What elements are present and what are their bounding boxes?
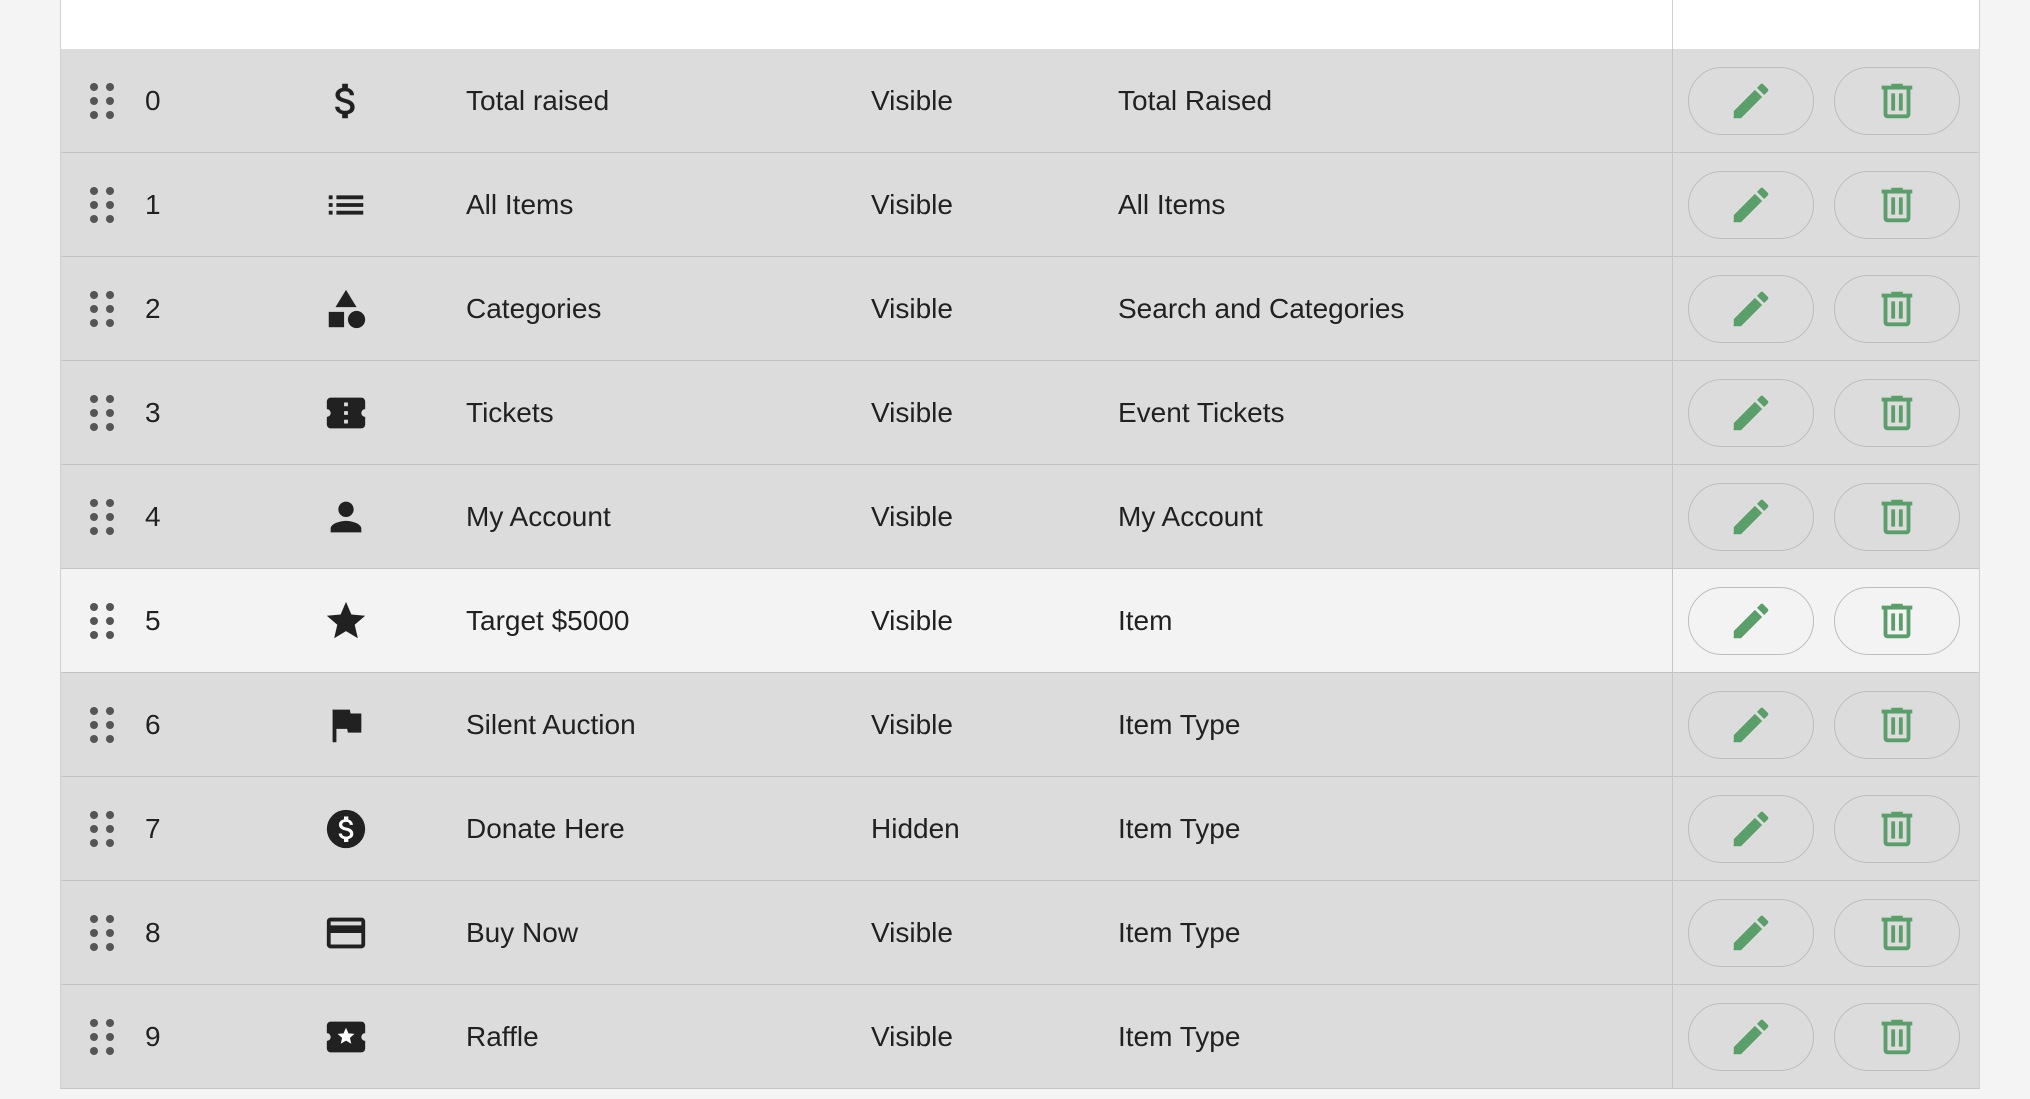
row-label: My Account — [466, 500, 611, 532]
star-ticket-icon — [323, 1014, 369, 1060]
shapes-icon — [323, 286, 369, 332]
pencil-icon — [1728, 390, 1774, 436]
pencil-icon — [1728, 286, 1774, 332]
edit-button[interactable] — [1688, 691, 1814, 759]
pencil-icon — [1728, 494, 1774, 540]
row-visibility: Visible — [871, 500, 953, 532]
table-row-7[interactable] — [61, 777, 1979, 881]
delete-button[interactable] — [1834, 795, 1960, 863]
row-label: Buy Now — [466, 916, 579, 948]
drag-handle-icon[interactable] — [89, 602, 115, 640]
drag-handle-icon[interactable] — [89, 290, 115, 328]
drag-handle-icon[interactable] — [89, 498, 115, 536]
person-icon — [323, 494, 369, 540]
delete-button[interactable] — [1834, 67, 1960, 135]
row-visibility: Visible — [871, 396, 953, 428]
pencil-icon — [1728, 78, 1774, 124]
row-visibility: Visible — [871, 188, 953, 220]
trash-icon — [1874, 182, 1920, 228]
row-label: Donate Here — [466, 812, 625, 844]
edit-button[interactable] — [1688, 67, 1814, 135]
header-actions — [1672, 0, 1979, 49]
trash-icon — [1874, 1014, 1920, 1060]
pencil-icon — [1728, 702, 1774, 748]
row-button-type: Search and Categories — [1118, 292, 1405, 324]
table-row-5[interactable] — [61, 569, 1979, 673]
edit-button[interactable] — [1688, 899, 1814, 967]
table-body — [61, 49, 1979, 1089]
table-row-6[interactable] — [61, 673, 1979, 777]
trash-icon — [1874, 286, 1920, 332]
pencil-icon — [1728, 1014, 1774, 1060]
delete-button[interactable] — [1834, 587, 1960, 655]
row-visibility: Hidden — [871, 812, 960, 844]
row-button-type: Item — [1118, 604, 1173, 636]
order-number: 0 — [145, 84, 161, 116]
row-button-type: Item Type — [1118, 916, 1241, 948]
pencil-icon — [1728, 806, 1774, 852]
drag-handle-icon[interactable] — [89, 706, 115, 744]
row-visibility: Visible — [871, 292, 953, 324]
trash-icon — [1874, 806, 1920, 852]
table-row-2[interactable] — [61, 257, 1979, 361]
edit-button[interactable] — [1688, 795, 1814, 863]
trash-icon — [1874, 494, 1920, 540]
delete-button[interactable] — [1834, 1003, 1960, 1071]
row-visibility: Visible — [871, 708, 953, 740]
pencil-icon — [1728, 182, 1774, 228]
row-visibility: Visible — [871, 916, 953, 948]
drag-handle-icon[interactable] — [89, 82, 115, 120]
table-row-9[interactable] — [61, 985, 1979, 1089]
row-visibility: Visible — [871, 1020, 953, 1052]
order-number: 2 — [145, 292, 161, 324]
order-number: 4 — [145, 500, 161, 532]
flag-icon — [323, 702, 369, 748]
edit-button[interactable] — [1688, 587, 1814, 655]
row-label: All Items — [466, 188, 574, 220]
row-button-type: Event Tickets — [1118, 396, 1285, 428]
table-row-0[interactable] — [61, 49, 1979, 153]
order-number: 7 — [145, 812, 161, 844]
order-number: 8 — [145, 916, 161, 948]
list-icon — [323, 182, 369, 228]
buttons-table — [60, 0, 1980, 1089]
edit-button[interactable] — [1688, 1003, 1814, 1071]
drag-handle-icon[interactable] — [89, 186, 115, 224]
delete-button[interactable] — [1834, 171, 1960, 239]
dollar-icon — [323, 78, 369, 124]
row-button-type: All Items — [1118, 188, 1226, 220]
trash-icon — [1874, 598, 1920, 644]
table-row-8[interactable] — [61, 881, 1979, 985]
row-visibility: Visible — [871, 84, 953, 116]
trash-icon — [1874, 910, 1920, 956]
edit-button[interactable] — [1688, 379, 1814, 447]
delete-button[interactable] — [1834, 275, 1960, 343]
row-visibility: Visible — [871, 604, 953, 636]
table-header — [61, 0, 1979, 49]
pencil-icon — [1728, 598, 1774, 644]
delete-button[interactable] — [1834, 483, 1960, 551]
ticket-icon — [323, 390, 369, 436]
delete-button[interactable] — [1834, 691, 1960, 759]
credit-card-icon — [323, 910, 369, 956]
table-row-1[interactable] — [61, 153, 1979, 257]
order-number: 6 — [145, 708, 161, 740]
row-label: Target $5000 — [466, 604, 630, 636]
order-number: 5 — [145, 604, 161, 636]
row-button-type: My Account — [1118, 500, 1263, 532]
edit-button[interactable] — [1688, 483, 1814, 551]
dollar-circle-icon — [323, 806, 369, 852]
trash-icon — [1874, 390, 1920, 436]
drag-handle-icon[interactable] — [89, 914, 115, 952]
drag-handle-icon[interactable] — [89, 810, 115, 848]
edit-button[interactable] — [1688, 171, 1814, 239]
row-label: Tickets — [466, 396, 554, 428]
row-button-type: Total Raised — [1118, 84, 1273, 116]
row-button-type: Item Type — [1118, 812, 1241, 844]
order-number: 1 — [145, 188, 161, 220]
row-button-type: Item Type — [1118, 1020, 1241, 1052]
table-row-3[interactable] — [61, 361, 1979, 465]
order-number: 9 — [145, 1020, 161, 1052]
delete-button[interactable] — [1834, 379, 1960, 447]
trash-icon — [1874, 78, 1920, 124]
star-icon — [323, 598, 369, 644]
table-row-4[interactable] — [61, 465, 1979, 569]
drag-handle-icon[interactable] — [89, 1018, 115, 1056]
order-number: 3 — [145, 396, 161, 428]
edit-button[interactable] — [1688, 275, 1814, 343]
row-label: Raffle — [466, 1020, 539, 1052]
pencil-icon — [1728, 910, 1774, 956]
drag-handle-icon[interactable] — [89, 394, 115, 432]
delete-button[interactable] — [1834, 899, 1960, 967]
row-label: Categories — [466, 292, 602, 324]
trash-icon — [1874, 702, 1920, 748]
row-label: Silent Auction — [466, 708, 636, 740]
row-label: Total raised — [466, 84, 610, 116]
row-button-type: Item Type — [1118, 708, 1241, 740]
